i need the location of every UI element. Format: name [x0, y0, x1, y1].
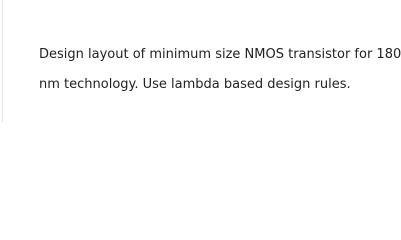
left-divider [2, 0, 3, 122]
question-line-1: Design layout of minimum size NMOS transistor for 180 [39, 47, 401, 62]
question-line-2: nm technology. Use lambda based design rules. [39, 77, 351, 92]
question-text [39, 40, 401, 100]
